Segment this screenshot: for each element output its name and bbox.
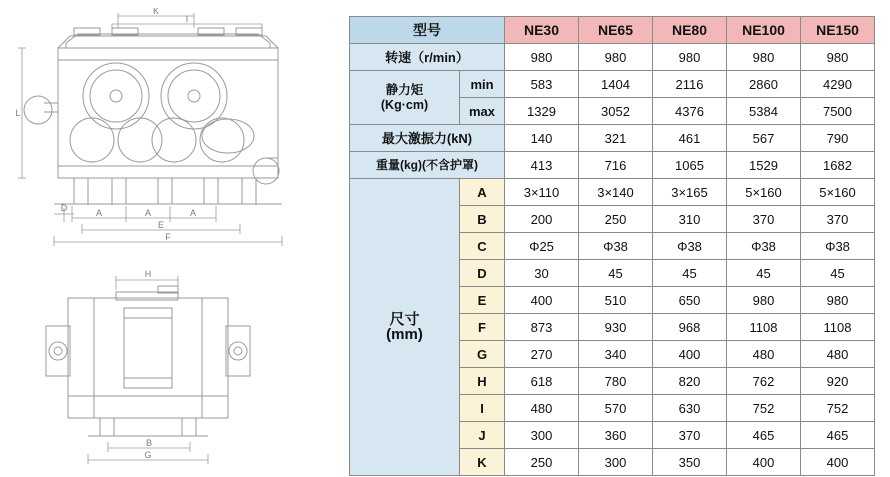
dim-D-ne65: 45 [579, 260, 653, 287]
dim-K-ne65: 300 [579, 449, 653, 476]
value-moment-min-ne100: 2860 [727, 71, 801, 98]
dim-H-ne150: 920 [801, 368, 875, 395]
dim-K-ne150: 400 [801, 449, 875, 476]
dim-C-ne150: Φ38 [801, 233, 875, 260]
header-model-label: 型号 [350, 17, 505, 44]
dim-label-L: L [15, 108, 21, 118]
dim-label-E: E [157, 220, 165, 230]
dim-A-ne65: 3×140 [579, 179, 653, 206]
value-moment-max-ne65: 3052 [579, 98, 653, 125]
dim-label-I: I [185, 14, 189, 24]
label-max-exciting-force: 最大激振力(kN) [350, 125, 505, 152]
header-model-ne80: NE80 [653, 17, 727, 44]
dim-label-K: K [152, 8, 160, 16]
dim-J-ne65: 360 [579, 422, 653, 449]
header-model-ne100: NE100 [727, 17, 801, 44]
dim-G-ne100: 480 [727, 341, 801, 368]
dim-H-ne30: 618 [505, 368, 579, 395]
dim-F-ne80: 968 [653, 314, 727, 341]
label-weight: 重量(kg)(不含护罩) [350, 152, 505, 179]
dim-label-H: H [144, 269, 152, 279]
value-force-ne80: 461 [653, 125, 727, 152]
dim-I-ne80: 630 [653, 395, 727, 422]
value-force-ne65: 321 [579, 125, 653, 152]
dim-I-ne65: 570 [579, 395, 653, 422]
dim-label-D: D [60, 203, 68, 213]
value-moment-min-ne30: 583 [505, 71, 579, 98]
dim-key-A: A [460, 179, 505, 206]
dim-G-ne30: 270 [505, 341, 579, 368]
value-speed-ne65: 980 [579, 44, 653, 71]
dim-G-ne65: 340 [579, 341, 653, 368]
dim-B-ne80: 310 [653, 206, 727, 233]
value-moment-min-ne150: 4290 [801, 71, 875, 98]
dim-K-ne100: 400 [727, 449, 801, 476]
dim-E-ne150: 980 [801, 287, 875, 314]
dim-A-ne80: 3×165 [653, 179, 727, 206]
dim-label-B: B [145, 438, 153, 448]
dim-E-ne80: 650 [653, 287, 727, 314]
dim-B-ne100: 370 [727, 206, 801, 233]
label-static-moment-max: max [460, 98, 505, 125]
dim-J-ne80: 370 [653, 422, 727, 449]
value-moment-max-ne80: 4376 [653, 98, 727, 125]
dim-F-ne65: 930 [579, 314, 653, 341]
dim-G-ne150: 480 [801, 341, 875, 368]
label-speed: 转速（r/min） [350, 44, 505, 71]
value-moment-min-ne80: 2116 [653, 71, 727, 98]
label-static-moment-min: min [460, 71, 505, 98]
dim-D-ne100: 45 [727, 260, 801, 287]
value-speed-ne100: 980 [727, 44, 801, 71]
dim-B-ne65: 250 [579, 206, 653, 233]
value-force-ne150: 790 [801, 125, 875, 152]
dim-E-ne30: 400 [505, 287, 579, 314]
side-view-drawing [38, 268, 288, 468]
dim-F-ne150: 1108 [801, 314, 875, 341]
header-model-ne65: NE65 [579, 17, 653, 44]
dim-D-ne150: 45 [801, 260, 875, 287]
spec-table [349, 16, 875, 476]
label-static-moment-line1: 静力矩 [385, 82, 424, 97]
dim-H-ne65: 780 [579, 368, 653, 395]
dim-D-ne80: 45 [653, 260, 727, 287]
header-model-ne30: NE30 [505, 17, 579, 44]
dim-B-ne30: 200 [505, 206, 579, 233]
dim-label-A3: A [189, 208, 197, 218]
label-static-moment [350, 71, 460, 125]
table-row-max-exciting-force [350, 125, 875, 152]
value-speed-ne80: 980 [653, 44, 727, 71]
dim-key-C: C [460, 233, 505, 260]
header-model-ne150: NE150 [801, 17, 875, 44]
dim-key-K: K [460, 449, 505, 476]
dim-I-ne150: 752 [801, 395, 875, 422]
dim-C-ne30: Φ25 [505, 233, 579, 260]
dim-key-G: G [460, 341, 505, 368]
dim-J-ne100: 465 [727, 422, 801, 449]
value-moment-max-ne100: 5384 [727, 98, 801, 125]
dim-C-ne80: Φ38 [653, 233, 727, 260]
front-view-drawing [8, 8, 338, 258]
dim-I-ne30: 480 [505, 395, 579, 422]
label-static-moment-line2: (Kg·cm) [380, 97, 429, 112]
dim-G-ne80: 400 [653, 341, 727, 368]
dim-label-F: F [165, 232, 171, 242]
value-moment-min-ne65: 1404 [579, 71, 653, 98]
table-row-dim-A [350, 179, 875, 206]
dim-I-ne100: 752 [727, 395, 801, 422]
value-force-ne100: 567 [727, 125, 801, 152]
value-moment-max-ne30: 1329 [505, 98, 579, 125]
value-force-ne30: 140 [505, 125, 579, 152]
dim-K-ne80: 350 [653, 449, 727, 476]
dim-C-ne65: Φ38 [579, 233, 653, 260]
dim-key-F: F [460, 314, 505, 341]
dim-A-ne150: 5×160 [801, 179, 875, 206]
table-row-speed [350, 44, 875, 71]
dim-H-ne80: 820 [653, 368, 727, 395]
dim-E-ne65: 510 [579, 287, 653, 314]
label-dimensions [350, 179, 460, 476]
dim-J-ne150: 465 [801, 422, 875, 449]
dim-key-J: J [460, 422, 505, 449]
dim-F-ne100: 1108 [727, 314, 801, 341]
dim-J-ne30: 300 [505, 422, 579, 449]
dim-C-ne100: Φ38 [727, 233, 801, 260]
value-moment-max-ne150: 7500 [801, 98, 875, 125]
dim-label-A2: A [144, 208, 152, 218]
label-dimensions-line2: (mm) [386, 326, 423, 343]
drawings-panel [0, 0, 345, 477]
dim-D-ne30: 30 [505, 260, 579, 287]
value-weight-ne100: 1529 [727, 152, 801, 179]
value-weight-ne30: 413 [505, 152, 579, 179]
table-row-header [350, 17, 875, 44]
dim-key-I: I [460, 395, 505, 422]
spec-table-container [349, 16, 874, 476]
value-speed-ne150: 980 [801, 44, 875, 71]
table-row-weight [350, 152, 875, 179]
dim-E-ne100: 980 [727, 287, 801, 314]
dim-key-D: D [460, 260, 505, 287]
value-weight-ne150: 1682 [801, 152, 875, 179]
dim-label-A1: A [95, 208, 103, 218]
label-dimensions-line1: 尺寸 [389, 311, 420, 328]
dim-K-ne30: 250 [505, 449, 579, 476]
dim-A-ne100: 5×160 [727, 179, 801, 206]
dim-F-ne30: 873 [505, 314, 579, 341]
dim-key-E: E [460, 287, 505, 314]
value-speed-ne30: 980 [505, 44, 579, 71]
dim-H-ne100: 762 [727, 368, 801, 395]
value-weight-ne80: 1065 [653, 152, 727, 179]
dim-A-ne30: 3×110 [505, 179, 579, 206]
dim-label-G: G [144, 450, 152, 460]
value-weight-ne65: 716 [579, 152, 653, 179]
table-row-static-moment-min [350, 71, 875, 98]
dim-B-ne150: 370 [801, 206, 875, 233]
dim-key-B: B [460, 206, 505, 233]
dim-key-H: H [460, 368, 505, 395]
